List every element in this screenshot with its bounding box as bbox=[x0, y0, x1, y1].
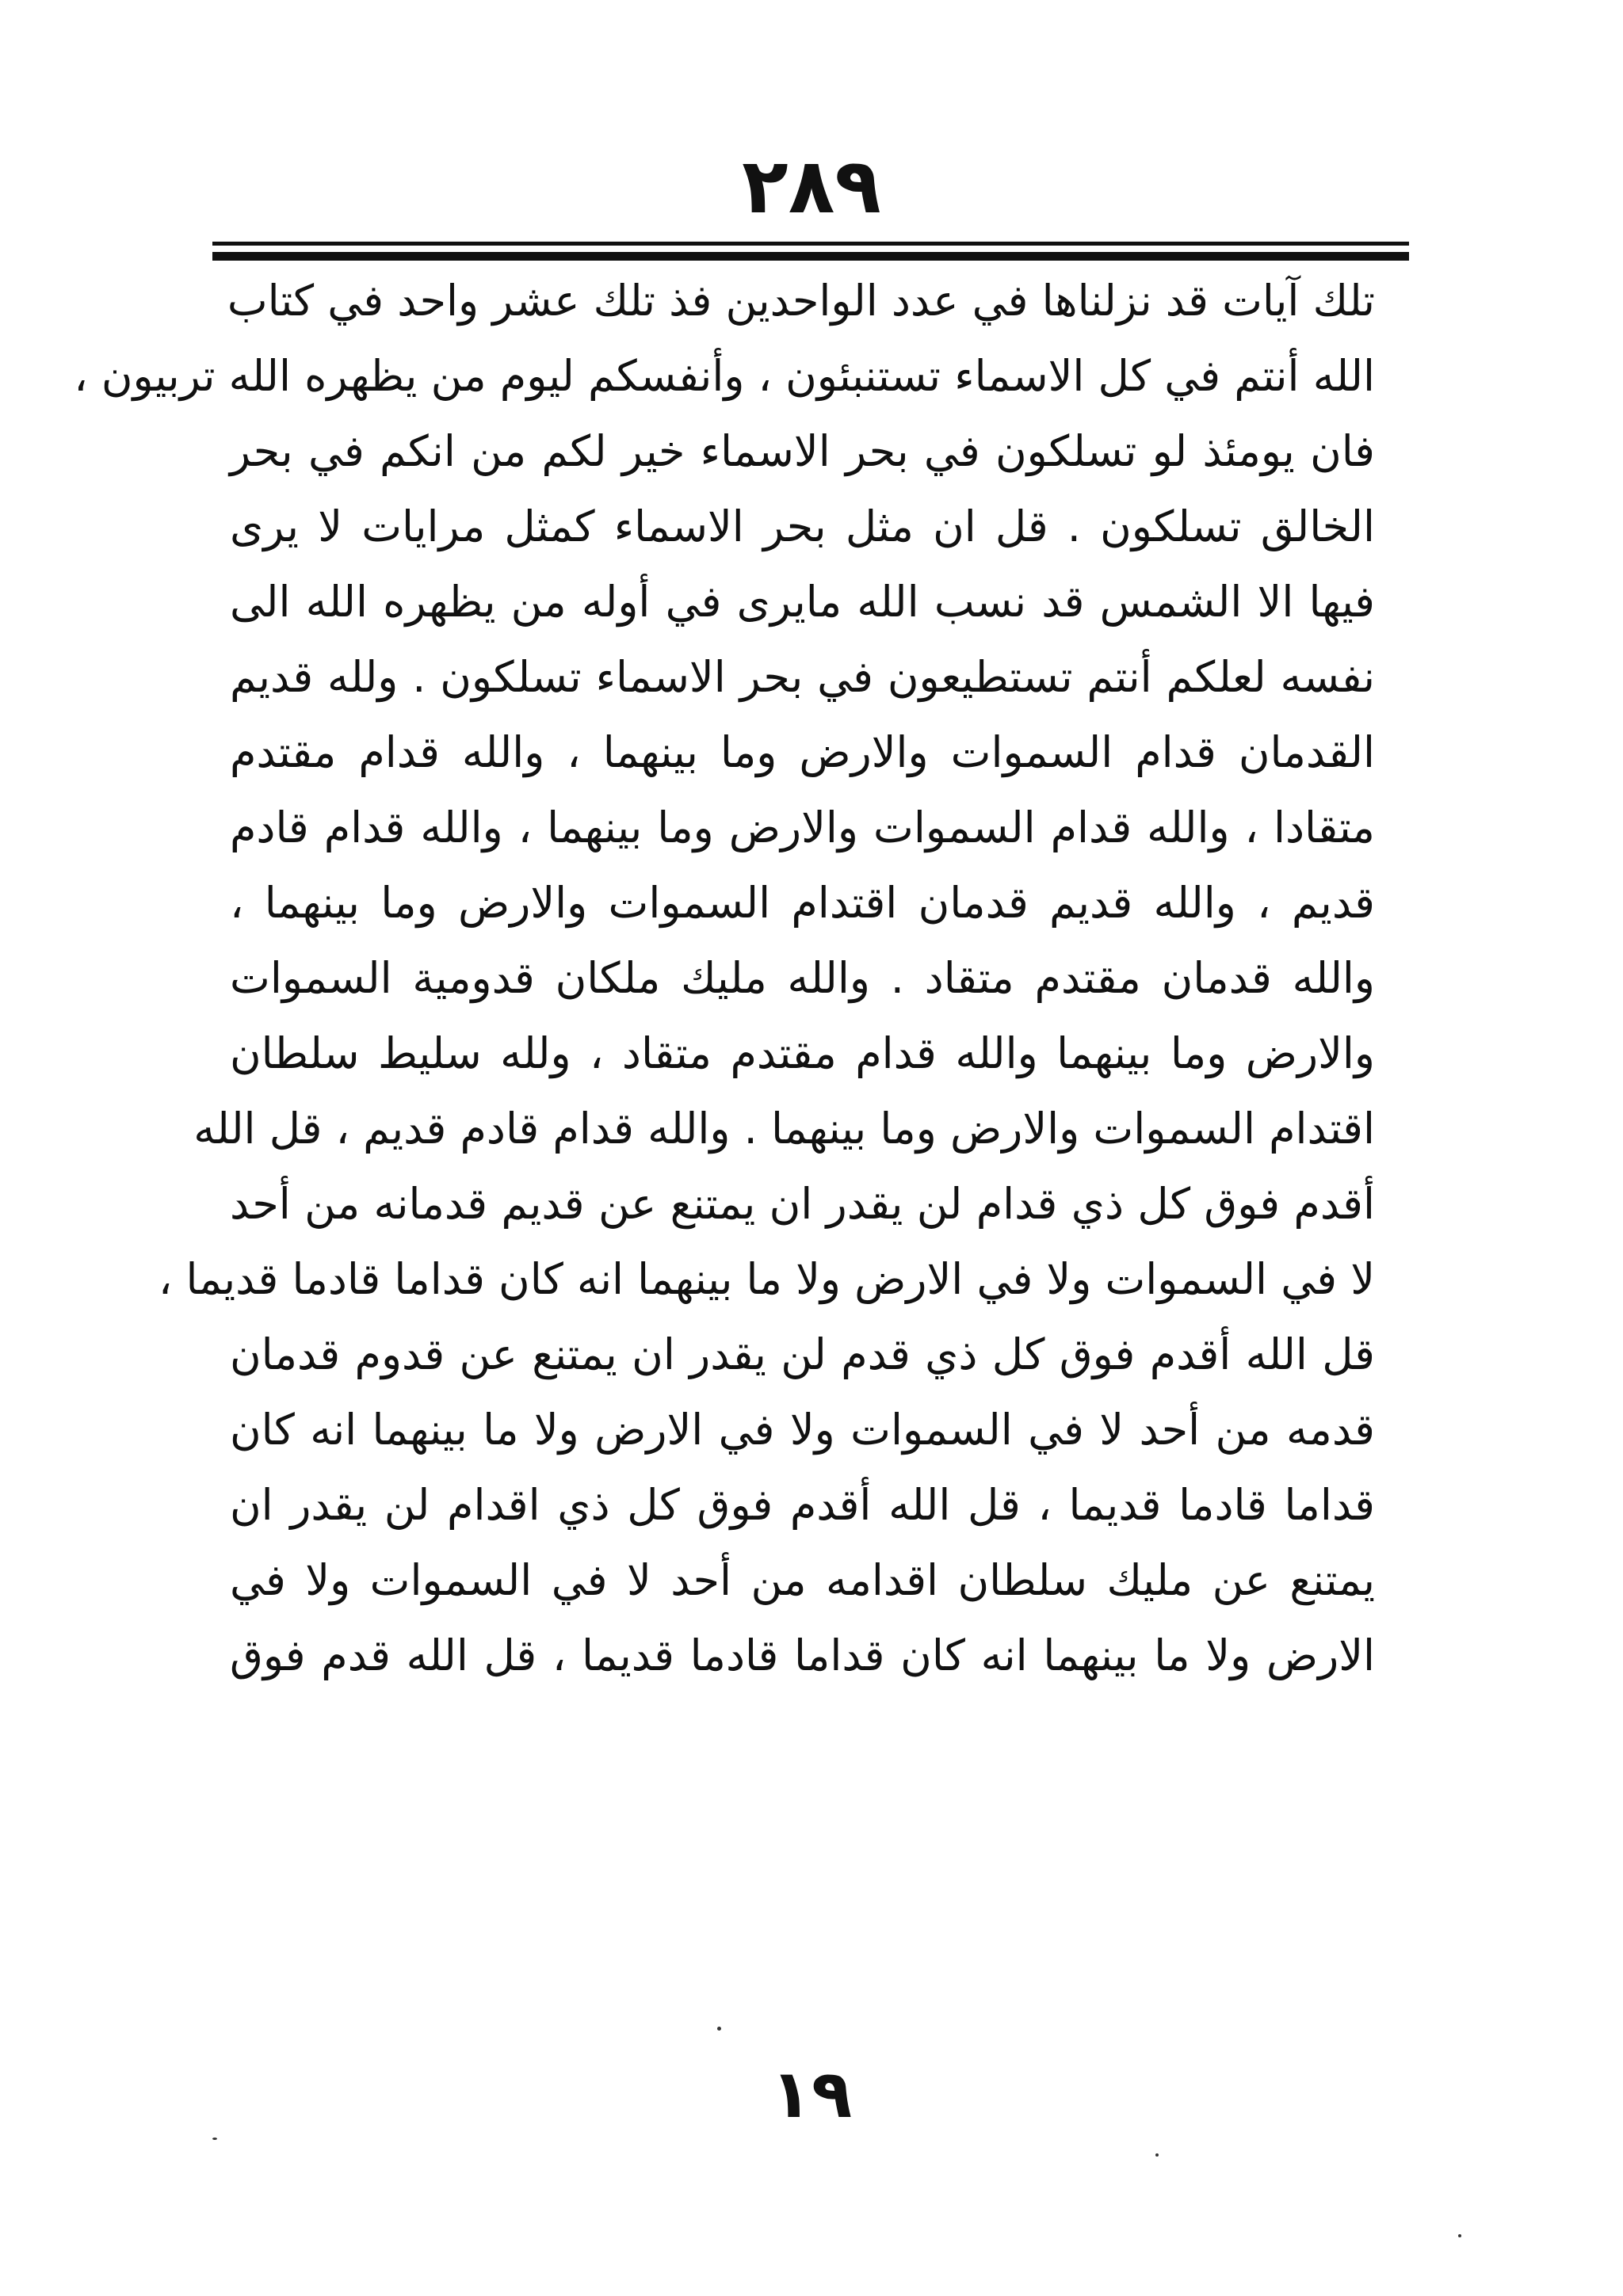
text-line: الارض ولا ما بينهما انه كان قداما قادما قديما ، قل الله قدم فوق bbox=[230, 1630, 1375, 1680]
text-line: نفسه لعلكم أنتم تستطيعون في بحر الاسماء تسلكون . ولله قديم bbox=[230, 652, 1375, 702]
text-line: أقدم فوق كل ذي قدام لن يقدر ان يمتنع عن قديم قدمانه من أحد bbox=[230, 1179, 1375, 1229]
text-line: لا في السموات ولا في الارض ولا ما بينهما انه كان قداما قادما قديما ، bbox=[158, 1254, 1375, 1304]
text-line: والارض وما بينهما والله قدام مقتدم متقاد ، ولله سليط سلطان bbox=[230, 1028, 1375, 1078]
text-line: الخالق تسلكون . قل ان مثل بحر الاسماء كمثل مرايات لا يرى bbox=[230, 502, 1375, 551]
page-body-text bbox=[74, 263, 1375, 1693]
text-line: القدمان قدام السموات والارض وما بينهما ، والله قدام مقتدم bbox=[230, 727, 1375, 777]
text-line: تلك آيات قد نزلناها في عدد الواحدين فذ تلك عشر واحد في كتاب bbox=[227, 276, 1375, 326]
scan-speck bbox=[717, 2027, 721, 2031]
signature-mark: ١٩ bbox=[770, 2055, 853, 2133]
scan-speck bbox=[1155, 2153, 1159, 2157]
text-line: فان يومئذ لو تسلكون في بحر الاسماء خير لكم من انكم في بحر bbox=[230, 426, 1375, 476]
header-rule-thick bbox=[212, 252, 1409, 261]
page-number: ٢٨٩ bbox=[742, 142, 881, 231]
text-line: قل الله أقدم فوق كل ذي قدم لن يقدر ان يمتنع عن قدوم قدمان bbox=[230, 1329, 1375, 1379]
text-line: الله أنتم في كل الاسماء تستنبئون ، وأنفسكم ليوم من يظهره الله تربيون ، bbox=[74, 351, 1375, 401]
scan-speck bbox=[1458, 2234, 1461, 2237]
text-line: قديم ، والله قديم قدمان اقتدام السموات والارض وما بينهما ، bbox=[230, 878, 1375, 928]
header-rule-thin bbox=[212, 242, 1409, 246]
scan-speck bbox=[212, 2138, 217, 2140]
text-line: والله قدمان مقتدم متقاد . والله مليك ملكان قدومية السموات bbox=[230, 953, 1375, 1003]
text-line: قداما قادما قديما ، قل الله أقدم فوق كل ذي اقدام لن يقدر ان bbox=[230, 1480, 1375, 1530]
text-line: اقتدام السموات والارض وما بينهما . والله قدام قادم قديم ، قل الله bbox=[193, 1104, 1375, 1154]
text-line: يمتنع عن مليك سلطان اقدامه من أحد لا في السموات ولا في bbox=[230, 1555, 1375, 1605]
text-line: قدمه من أحد لا في السموات ولا في الارض ولا ما بينهما انه كان bbox=[230, 1405, 1375, 1455]
text-line: فيها الا الشمس قد نسب الله مايرى في أوله من يظهره الله الى bbox=[230, 577, 1375, 627]
text-line: متقادا ، والله قدام السموات والارض وما بينهما ، والله قدام قادم bbox=[230, 803, 1375, 852]
